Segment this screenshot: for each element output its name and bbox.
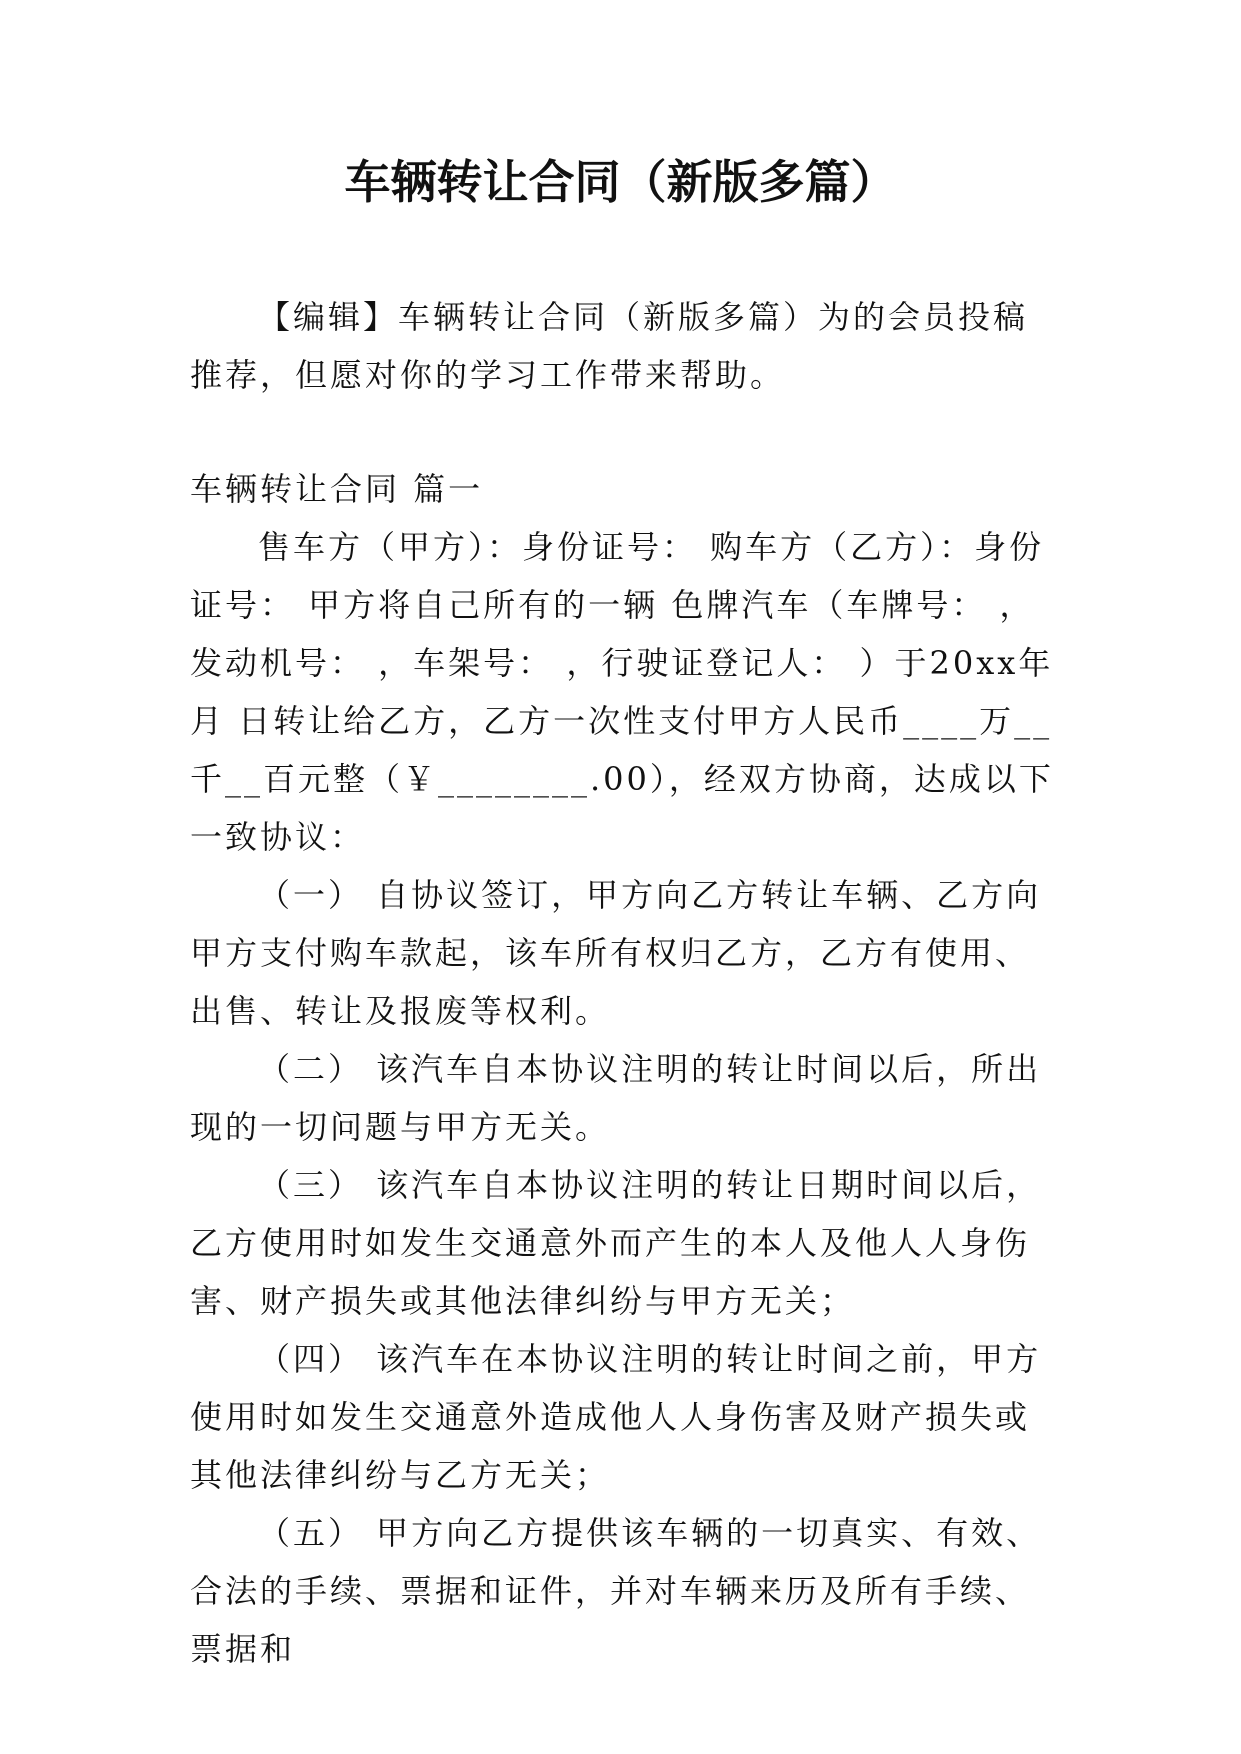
paragraph-clause-2: （二） 该汽车自本协议注明的转让时间以后，所出现的一切问题与甲方无关。: [190, 1050, 1042, 1146]
paragraph-parties: 售车方（甲方）：身份证号： 购车方（乙方）：身份证号： 甲方将自己所有的一辆 色牌汽车（车牌号： ，发动机号： ，车架号： ，行驶证登记人： ）于20xx年 月 日转让给乙方，乙方一次性支付甲方人民币____万__千__百元整（￥________.00），经双方协商，达成以下一致协议：: [190, 528, 1054, 856]
section-heading: 车辆转让合同 篇一: [190, 470, 484, 508]
paragraph-clause-5: （五） 甲方向乙方提供该车辆的一切真实、有效、合法的手续、票据和证件，并对车辆来历及所有手续、票据和: [190, 1514, 1042, 1668]
intro-paragraph: 【编辑】车辆转让合同（新版多篇）为的会员投稿推荐，但愿对你的学习工作带来帮助。: [190, 298, 1029, 394]
contract-body: [190, 460, 1060, 1678]
document-title: 车辆转让合同（新版多篇）: [344, 155, 897, 209]
paragraph-clause-3: （三） 该汽车自本协议注明的转让日期时间以后，乙方使用时如发生交通意外而产生的本人及他人人身伤害、财产损失或其他法律纠纷与甲方无关；: [190, 1166, 1042, 1320]
paragraph-clause-1: （一） 自协议签订，甲方向乙方转让车辆、乙方向甲方支付购车款起，该车所有权归乙方，乙方有使用、出售、转让及报废等权利。: [190, 876, 1042, 1030]
intro-block: [190, 288, 1060, 404]
paragraph-clause-4: （四） 该汽车在本协议注明的转让时间之前，甲方使用时如发生交通意外造成他人人身伤害及财产损失或其他法律纠纷与乙方无关；: [190, 1340, 1042, 1494]
